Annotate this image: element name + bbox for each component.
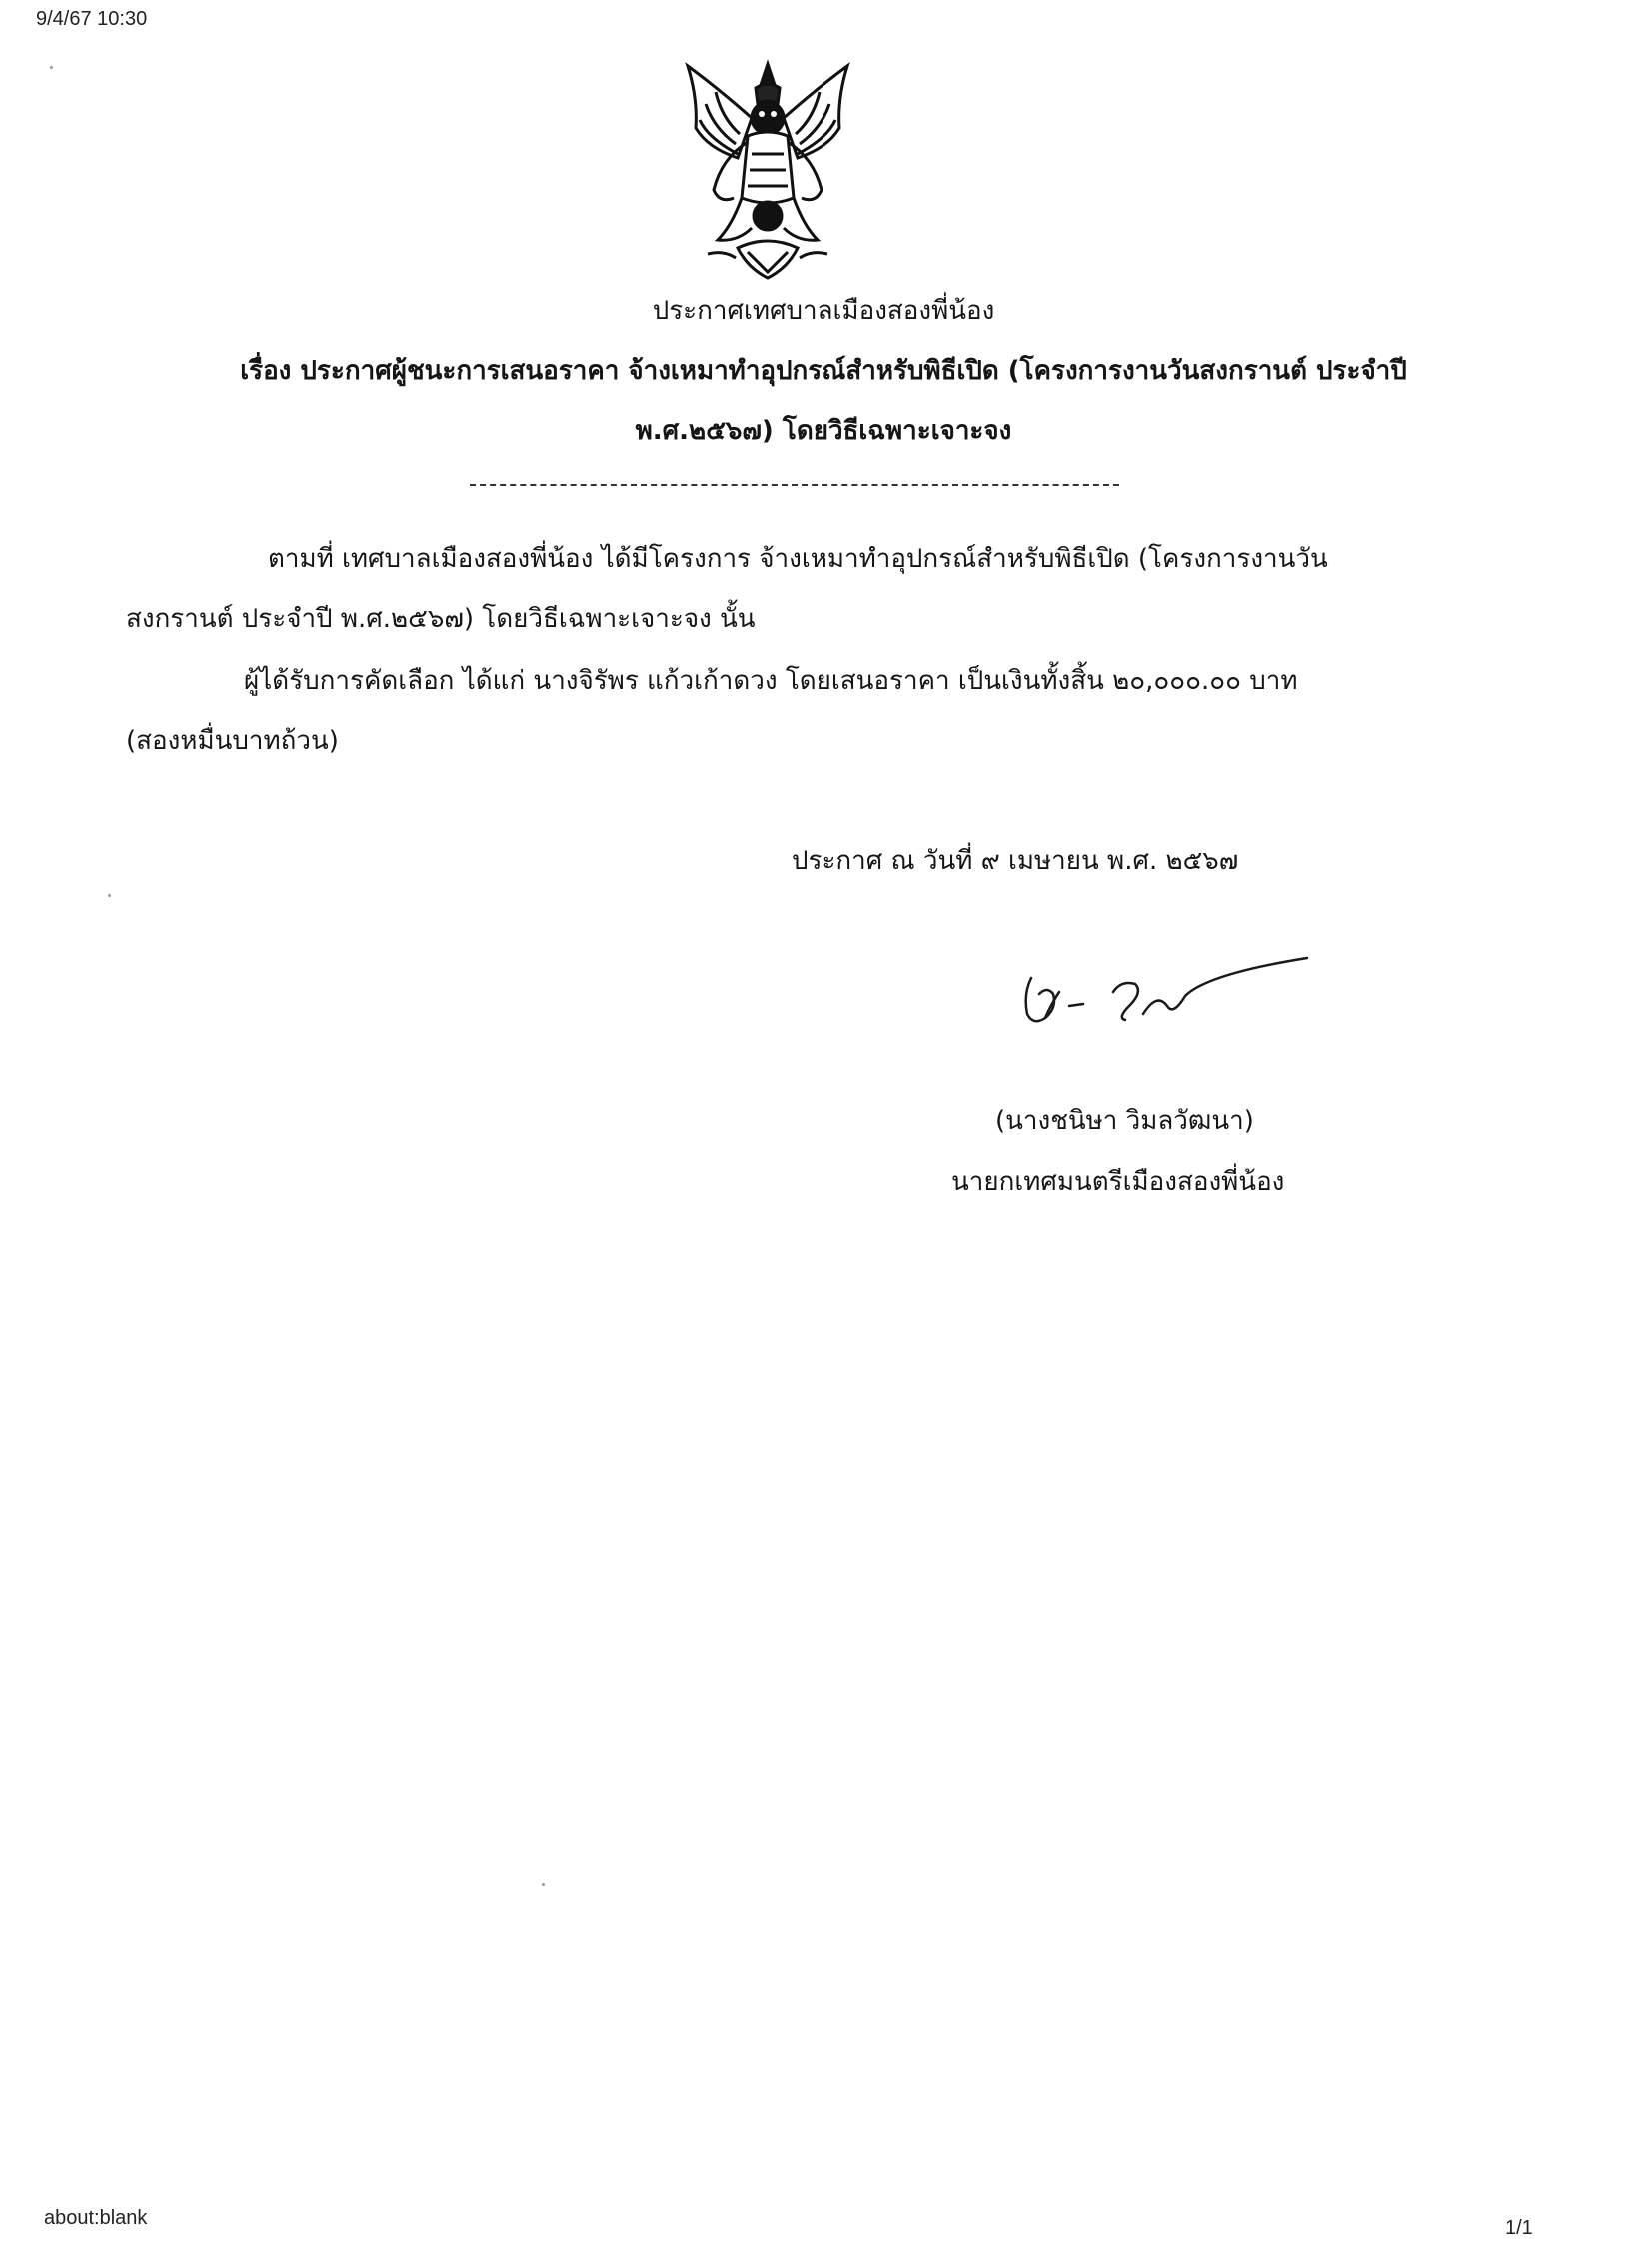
separator-line <box>470 484 1119 486</box>
body-paragraph-2-line-2: (สองหมื่นบาทถ้วน) <box>126 726 339 756</box>
print-footer-page: 1/1 <box>1505 2217 1533 2239</box>
announcement-date: ประกาศ ณ วันที่ ๙ เมษายน พ.ศ. ๒๕๖๗ <box>792 846 1239 876</box>
handwritten-signature <box>1017 944 1317 1034</box>
subject-line-2: พ.ศ.๒๕๖๗) โดยวิธีเฉพาะเจาะจง <box>635 416 1012 446</box>
body-paragraph-2-line-1: ผู้ได้รับการคัดเลือก ได้แก่ นางจิรัพร แก้วเก้าดวง โดยเสนอราคา เป็นเงินทั้งสิ้น ๒๐,๐๐๐.๐๐ บาท <box>244 666 1298 696</box>
garuda-emblem-icon <box>678 58 857 284</box>
issuer-title: ประกาศเทศบาลเมืองสองพี่น้อง <box>652 296 995 326</box>
scan-speck <box>108 894 111 897</box>
subject-line-1: เรื่อง ประกาศผู้ชนะการเสนอราคา จ้างเหมาทำอุปกรณ์สำหรับพิธีเปิด (โครงการงานวันสงกรานต์ ประจำปี <box>240 356 1407 386</box>
body-paragraph-1-line-1: ตามที่ เทศบาลเมืองสองพี่น้อง ได้มีโครงการ จ้างเหมาทำอุปกรณ์สำหรับพิธีเปิด (โครงการงานวัน <box>268 544 1328 574</box>
signer-position: นายกเทศมนตรีเมืองสองพี่น้อง <box>951 1167 1285 1197</box>
print-header-datetime: 9/4/67 10:30 <box>36 8 148 30</box>
signer-name: (นางชนิษา วิมลวัฒนา) <box>995 1106 1254 1135</box>
scan-speck <box>542 1883 545 1886</box>
scan-speck <box>50 66 53 69</box>
print-footer-url: about:blank <box>44 2207 148 2229</box>
body-paragraph-1-line-2: สงกรานต์ ประจำปี พ.ศ.๒๕๖๗) โดยวิธีเฉพาะเจาะจง นั้น <box>126 604 756 634</box>
